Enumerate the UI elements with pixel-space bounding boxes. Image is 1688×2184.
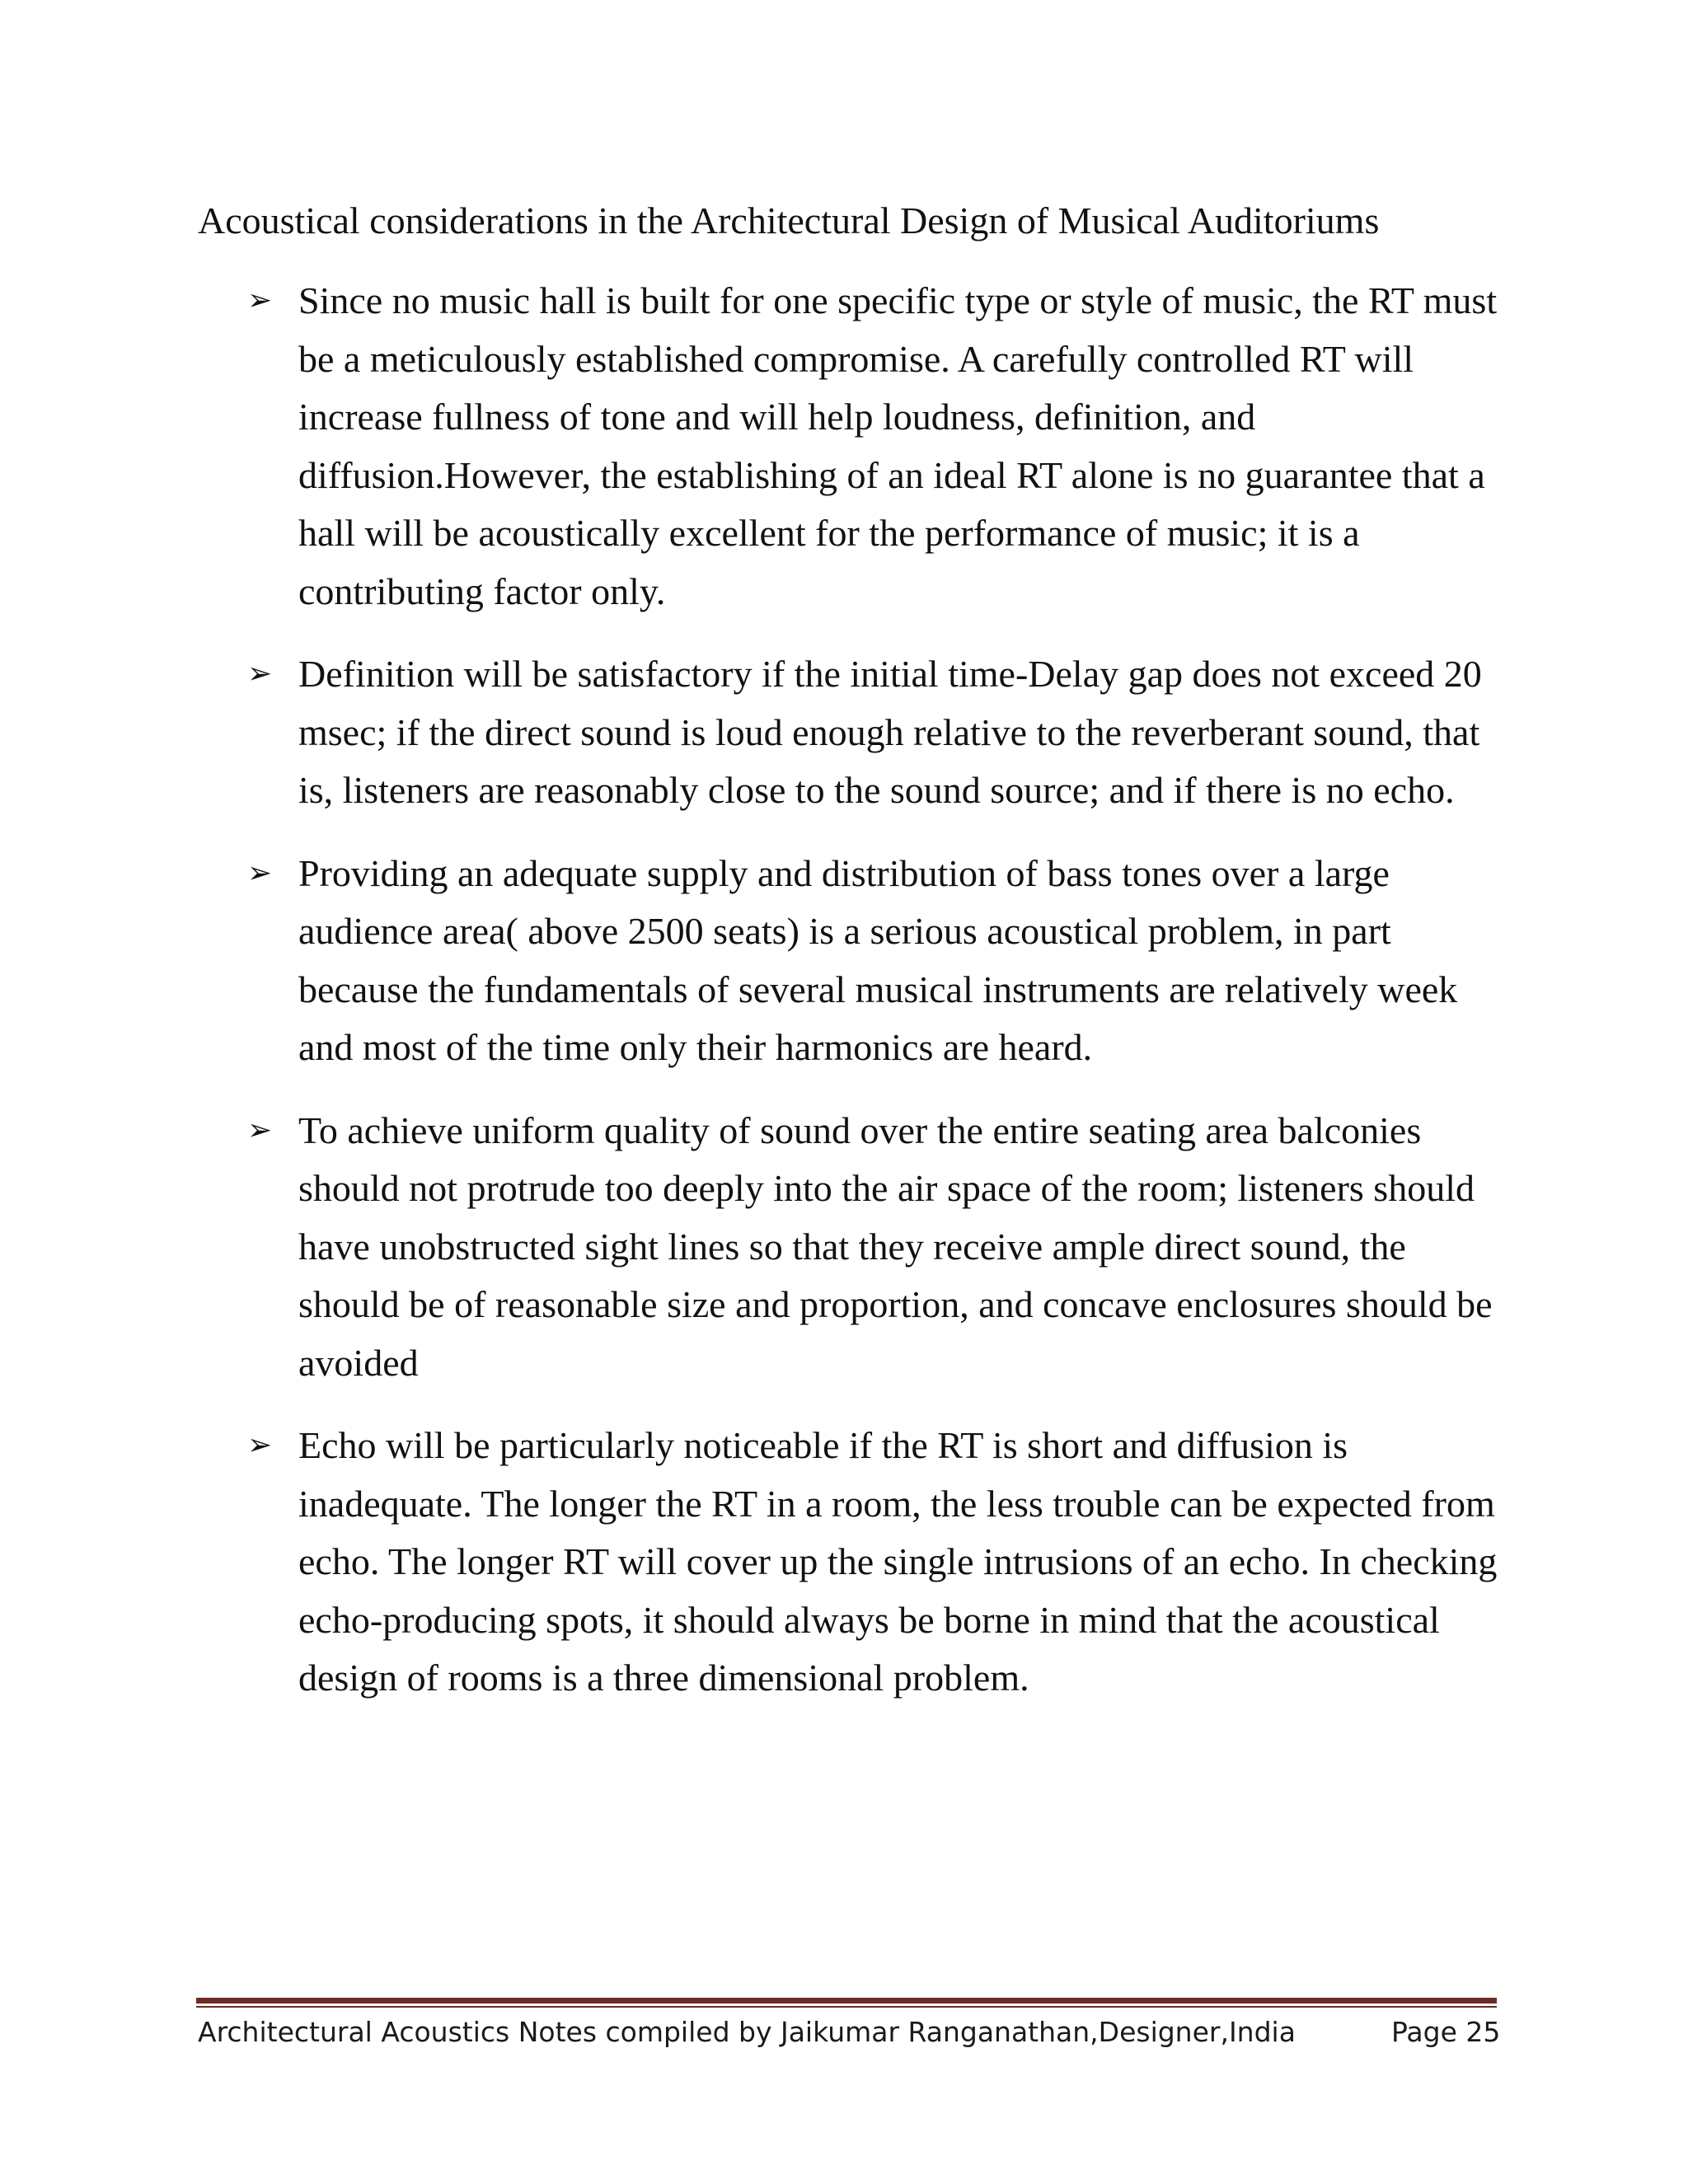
bullet-text: To achieve uniform quality of sound over the entire seating area balconies should not protrude too deeply into the air space of the room; listeners should have unobstructed sight lines so that they receive ample direct sound, the should be of reasonable size and proportion, and concave enclosures should be avoided — [298, 1108, 1493, 1384]
arrowhead-bullet-icon: ➢ — [247, 1428, 273, 1462]
bullet-text: Since no music hall is built for one specific type or style of music, the RT must be a meticulously established compromise. A carefully controlled RT will increase fullness of tone and will help loudness, definition, and diffusion.However, the establishing of an ideal RT alone is no guarantee that a hall will be acoustically excellent for the performance of music; it is a contributing factor only. — [298, 279, 1498, 612]
list-item — [247, 1417, 1508, 1708]
page-number: Page 25 — [1391, 2016, 1501, 2048]
list-item — [247, 845, 1508, 1077]
footer-divider-thin-line — [196, 2006, 1497, 2008]
arrowhead-bullet-icon: ➢ — [247, 284, 273, 317]
list-item — [247, 645, 1508, 820]
footer-divider-thick-line — [196, 1998, 1497, 2004]
arrowhead-bullet-icon: ➢ — [247, 1113, 273, 1147]
bullet-text: Definition will be satisfactory if the initial time-Delay gap does not exceed 20 msec; if the direct sound is loud enough relative to the reverberant sound, that is, listeners are reasonably close to the sound source; and if there is no echo. — [298, 653, 1482, 811]
list-item — [247, 272, 1508, 621]
arrowhead-bullet-icon: ➢ — [247, 657, 273, 691]
bullet-text: Echo will be particularly noticeable if the RT is short and diffusion is inadequate. The longer the RT in a room, the less trouble can be expected from echo. The longer RT will cover up the single intrusions of an echo. In checking echo-producing spots, it should always be borne in mind that the acoustical design of rooms is a three dimensional problem. — [298, 1424, 1498, 1699]
list-item — [247, 1102, 1508, 1393]
arrowhead-bullet-icon: ➢ — [247, 855, 273, 890]
bullet-list — [247, 272, 1508, 1732]
section-heading: Acoustical considerations in the Architectural Design of Musical Auditoriums — [198, 199, 1380, 241]
footer-divider — [196, 1998, 1497, 2009]
bullet-text: Providing an adequate supply and distribution of bass tones over a large audience area( above 2500 seats) is a serious acoustical problem, in part because the fundamentals of several musical instruments are relatively week and most of the time only their harmonics are heard. — [298, 851, 1458, 1068]
footer-credit: Architectural Acoustics Notes compiled by Jaikumar Ranganathan,Designer,India — [198, 2016, 1296, 2048]
